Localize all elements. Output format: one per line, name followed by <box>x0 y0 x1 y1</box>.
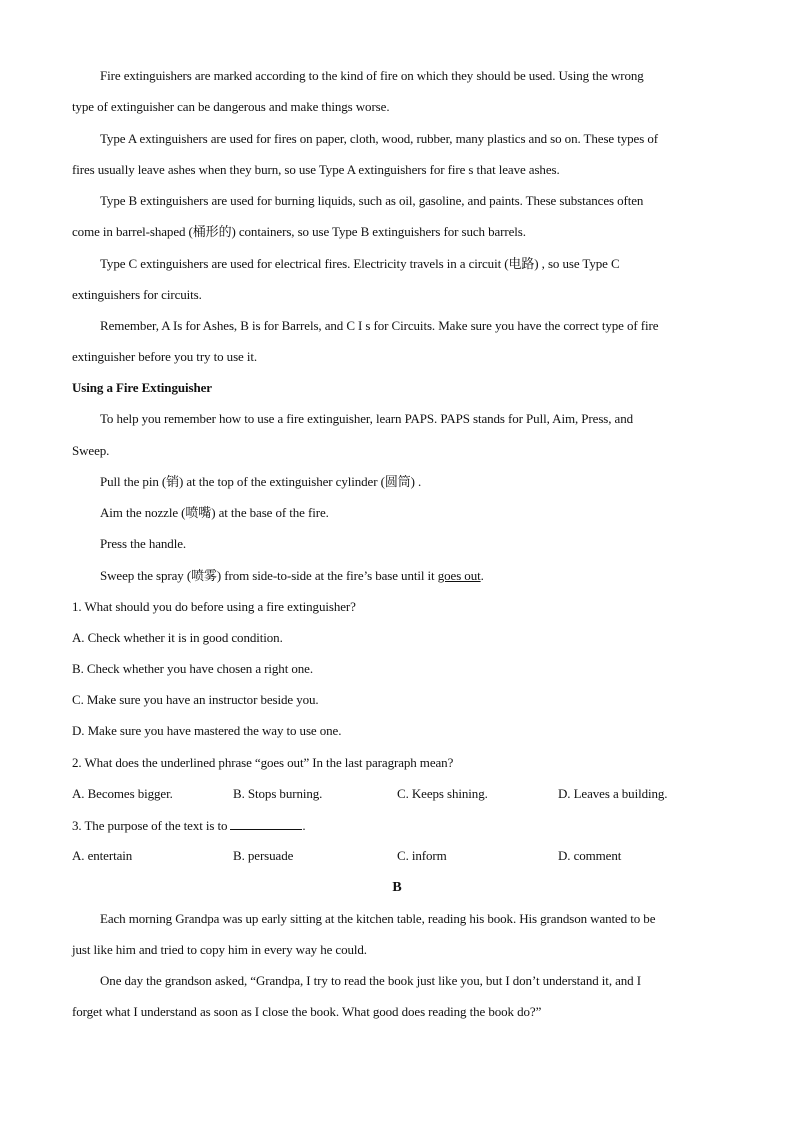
paragraph-4-line-1: Type C extinguishers are used for electrical fires. Electricity travels in a circuit (电路) , so use Type C <box>100 256 620 271</box>
question-3-stem <box>72 817 306 834</box>
paragraph-2-line-2: fires usually leave ashes when they burn, so use Type A extinguishers for fire s that leave ashes. <box>72 162 560 177</box>
passage-b-paragraph-1-line-1: Each morning Grandpa was up early sitting at the kitchen table, reading his book. His grandson wanted to be <box>100 911 656 926</box>
section-heading: Using a Fire Extinguisher <box>72 380 212 395</box>
paragraph-5-line-2: extinguisher before you try to use it. <box>72 349 258 364</box>
step-press: Press the handle. <box>100 536 187 551</box>
passage-b-paragraph-1-line-2: just like him and tried to copy him in every way he could. <box>72 942 367 957</box>
question-3-option-a: A. entertain <box>72 848 133 863</box>
paragraph-4-line-2: extinguishers for circuits. <box>72 287 202 302</box>
question-1-option-a: A. Check whether it is in good condition. <box>72 630 283 645</box>
step-sweep <box>100 568 484 584</box>
step-sweep-end: . <box>480 568 484 583</box>
paragraph-6-line-1: To help you remember how to use a fire extinguisher, learn PAPS. PAPS stands for Pull, Aim, Press, and <box>100 411 634 426</box>
step-sweep-text: Sweep the spray (喷雾) from side-to-side at the fire’s base until it <box>100 568 438 583</box>
question-1-option-d: D. Make sure you have mastered the way to use one. <box>72 723 342 738</box>
question-3-option-b: B. persuade <box>233 848 294 863</box>
question-2-option-c: C. Keeps shining. <box>397 786 488 801</box>
question-3-option-d: D. comment <box>558 848 622 863</box>
paragraph-1-line-1: Fire extinguishers are marked according to the kind of fire on which they should be used. Using the wrong <box>100 68 644 83</box>
passage-b-label: B <box>392 880 402 895</box>
question-2-option-d: D. Leaves a building. <box>558 786 668 801</box>
paragraph-2-line-1: Type A extinguishers are used for fires on paper, cloth, wood, rubber, many plastics and so on. These types of <box>100 131 658 146</box>
question-2-option-b: B. Stops burning. <box>233 786 323 801</box>
paragraph-5-line-1: Remember, A Is for Ashes, B is for Barrels, and C I s for Circuits. Make sure you have the correct type of fire <box>100 318 659 333</box>
question-3-stem-end: . <box>302 818 306 833</box>
question-3-option-c: C. inform <box>397 848 447 863</box>
question-1-option-c: C. Make sure you have an instructor beside you. <box>72 692 319 707</box>
paragraph-1-line-2: type of extinguisher can be dangerous and make things worse. <box>72 99 390 114</box>
passage-b-paragraph-2-line-2: forget what I understand as soon as I close the book. What good does reading the book do?” <box>72 1004 542 1019</box>
paragraph-3-line-2: come in barrel-shaped (桶形的) containers, so use Type B extinguishers for such barrels. <box>72 224 526 239</box>
step-aim: Aim the nozzle (喷嘴) at the base of the fire. <box>100 505 329 520</box>
answer-blank <box>230 817 302 830</box>
step-pull: Pull the pin (销) at the top of the extinguisher cylinder (圆筒) . <box>100 474 422 489</box>
passage-b-paragraph-2-line-1: One day the grandson asked, “Grandpa, I try to read the book just like you, but I don’t understand it, and I <box>100 973 641 988</box>
question-1-option-b: B. Check whether you have chosen a right one. <box>72 661 313 676</box>
question-2-option-a: A. Becomes bigger. <box>72 786 173 801</box>
underlined-phrase: goes out <box>437 568 481 583</box>
paragraph-3-line-1: Type B extinguishers are used for burning liquids, such as oil, gasoline, and paints. These substances often <box>100 193 644 208</box>
question-2-stem: 2. What does the underlined phrase “goes out” In the last paragraph mean? <box>72 755 454 770</box>
question-3-stem-text: 3. The purpose of the text is to <box>72 818 228 833</box>
question-1-stem: 1. What should you do before using a fire extinguisher? <box>72 599 356 614</box>
paragraph-6-line-2: Sweep. <box>72 443 110 458</box>
